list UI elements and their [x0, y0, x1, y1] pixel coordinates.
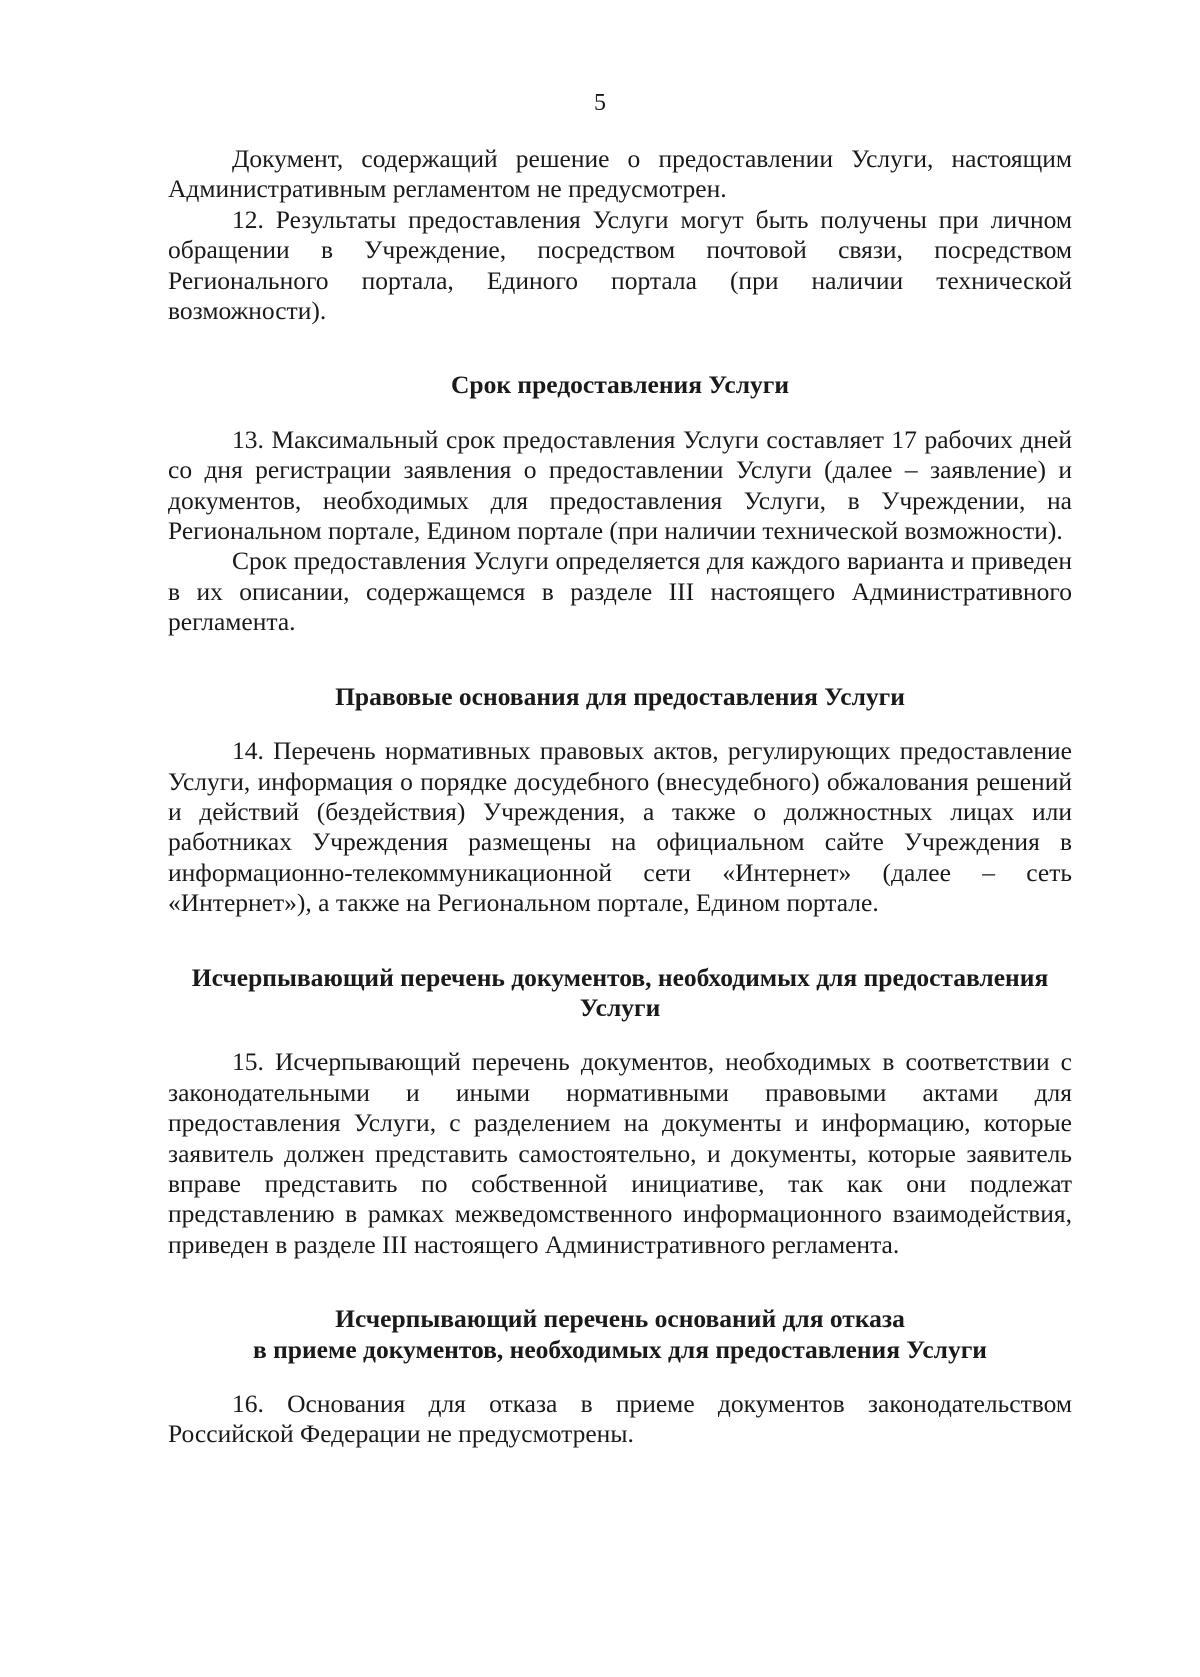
- heading-legal-grounds: Правовые основания для предоставления Услуги: [335, 681, 905, 711]
- paragraph-12: 12. Результаты предоставления Услуги могут быть получены при личном обращении в Учреждение, посредством почтовой связи, посредством Регионального портала, Единого портала (при наличии технической возможности).: [168, 204, 1072, 326]
- heading-required-documents-line-1: Исчерпывающий перечень документов, необходимых для предоставления: [191, 962, 1049, 992]
- page-number: 5: [594, 90, 606, 116]
- heading-service-term: Срок предоставления Услуги: [450, 370, 790, 400]
- heading-required-documents: [168, 963, 1072, 1024]
- paragraph-15: 15. Исчерпывающий перечень документов, необходимых в соответствии с законодательными и иными нормативными правовыми актами для предоставления Услуги, с разделением на документы и информацию, которые заявитель должен представить самостоятельно, и документы, которые заявитель вправе представить по собственной инициативе, так как они подлежат представлению в рамках межведомственного информационного взаимодействия, приведен в разделе III настоящего Административного регламента.: [168, 1047, 1072, 1259]
- heading-required-documents-line-2: Услуги: [579, 992, 661, 1022]
- document-body: [168, 144, 1072, 1450]
- paragraph-intro: Документ, содержащий решение о предоставлении Услуги, настоящим Административным регламентом не предусмотрен.: [168, 144, 1072, 204]
- paragraph-16: 16. Основания для отказа в приеме документов законодательством Российской Федерации не предусмотрены.: [168, 1389, 1072, 1449]
- paragraph-13: 13. Максимальный срок предоставления Услуги составляет 17 рабочих дней со дня регистрации заявления о предоставлении Услуги (далее – заявление) и документов, необходимых для предоставления Услуги, в Учреждении, на Региональном портале, Едином портале (при наличии технической возможности).: [168, 424, 1072, 546]
- heading-refusal-grounds-line-1: Исчерпывающий перечень оснований для отказа: [335, 1304, 905, 1334]
- heading-refusal-grounds-line-2: в приеме документов, необходимых для предоставления Услуги: [252, 1334, 988, 1364]
- paragraph-13-term: Срок предоставления Услуги определяется для каждого варианта и приведен в их описании, содержащемся в разделе III настоящего Административного регламента.: [168, 546, 1072, 637]
- heading-refusal-grounds: [168, 1304, 1072, 1365]
- paragraph-14: 14. Перечень нормативных правовых актов, регулирующих предоставление Услуги, информация о порядке досудебного (внесудебного) обжалования решений и действий (бездействия) Учреждения, а также о должностных лицах или работниках Учреждения размещены на официальном сайте Учреждения в информационно-телекоммуникационной сети «Интернет» (далее – сеть «Интернет»), а также на Региональном портале, Едином портале.: [168, 736, 1072, 918]
